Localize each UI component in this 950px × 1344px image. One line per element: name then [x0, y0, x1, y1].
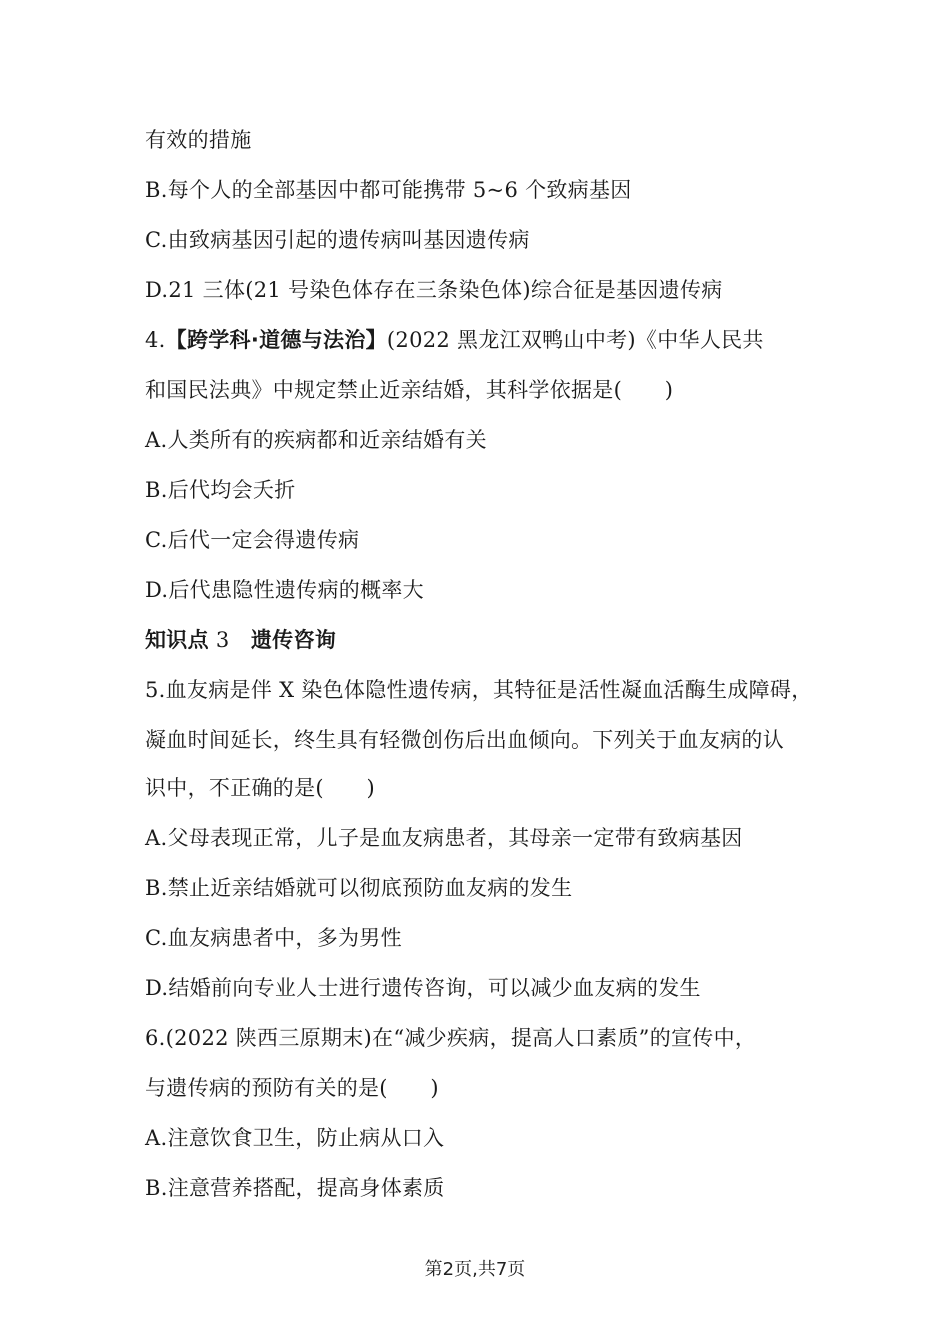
q4-option-a: A.人类所有的疾病都和近亲结婚有关: [145, 428, 487, 452]
q6-stem-line1: 6.(2022 陕西三原期末)在“减少疾病，提高人口素质”的宣传中，: [145, 1026, 757, 1050]
q5-stem-line1: 5.血友病是伴 X 染色体隐性遗传病，其特征是活性凝血活酶生成障碍，: [145, 678, 813, 702]
q5-option-a: A.父母表现正常，儿子是血友病患者，其母亲一定带有致病基因: [145, 826, 743, 850]
q3-option-b: B.每个人的全部基因中都可能携带 5~6 个致病基因: [145, 178, 632, 202]
section-number: 3: [208, 628, 251, 652]
q5-option-b: B.禁止近亲结婚就可以彻底预防血友病的发生: [145, 876, 573, 900]
page-number-footer: 第2页,共7页: [424, 1259, 526, 1280]
q3-option-c: C.由致病基因引起的遗传病叫基因遗传病: [145, 228, 530, 252]
q4-number: 4.: [145, 328, 166, 352]
q4-stem-line2: 和国民法典》中规定禁止近亲结婚，其科学依据是( ): [145, 378, 674, 402]
q4-subject-tag: 【跨学科·道德与法治】: [165, 328, 387, 352]
q5-option-c: C.血友病患者中，多为男性: [145, 926, 402, 950]
section-title: 遗传咨询: [250, 628, 337, 652]
section-heading: [145, 626, 336, 654]
q6-option-b: B.注意营养搭配，提高身体素质: [145, 1176, 445, 1200]
q5-stem-line2: 凝血时间延长，终生具有轻微创伤后出血倾向。下列关于血友病的认: [145, 728, 784, 752]
q4-stem-line1: [145, 326, 764, 354]
q4-option-b: B.后代均会夭折: [145, 478, 296, 502]
q3-continuation-line: 有效的措施: [145, 128, 252, 152]
q6-stem-line2: 与遗传病的预防有关的是( ): [145, 1076, 439, 1100]
q4-option-d: D.后代患隐性遗传病的概率大: [145, 578, 424, 602]
q4-source: (2022 黑龙江双鸭山中考)《中华人民共: [386, 328, 764, 352]
q4-option-c: C.后代一定会得遗传病: [145, 528, 360, 552]
q5-option-d: D.结婚前向专业人士进行遗传咨询，可以减少血友病的发生: [145, 976, 701, 1000]
q5-stem-line3: 识中，不正确的是( ): [145, 776, 375, 800]
section-prefix: 知识点: [145, 628, 209, 652]
q6-option-a: A.注意饮食卫生，防止病从口入: [145, 1126, 445, 1150]
q3-option-d: D.21 三体(21 号染色体存在三条染色体)综合征是基因遗传病: [145, 278, 723, 302]
